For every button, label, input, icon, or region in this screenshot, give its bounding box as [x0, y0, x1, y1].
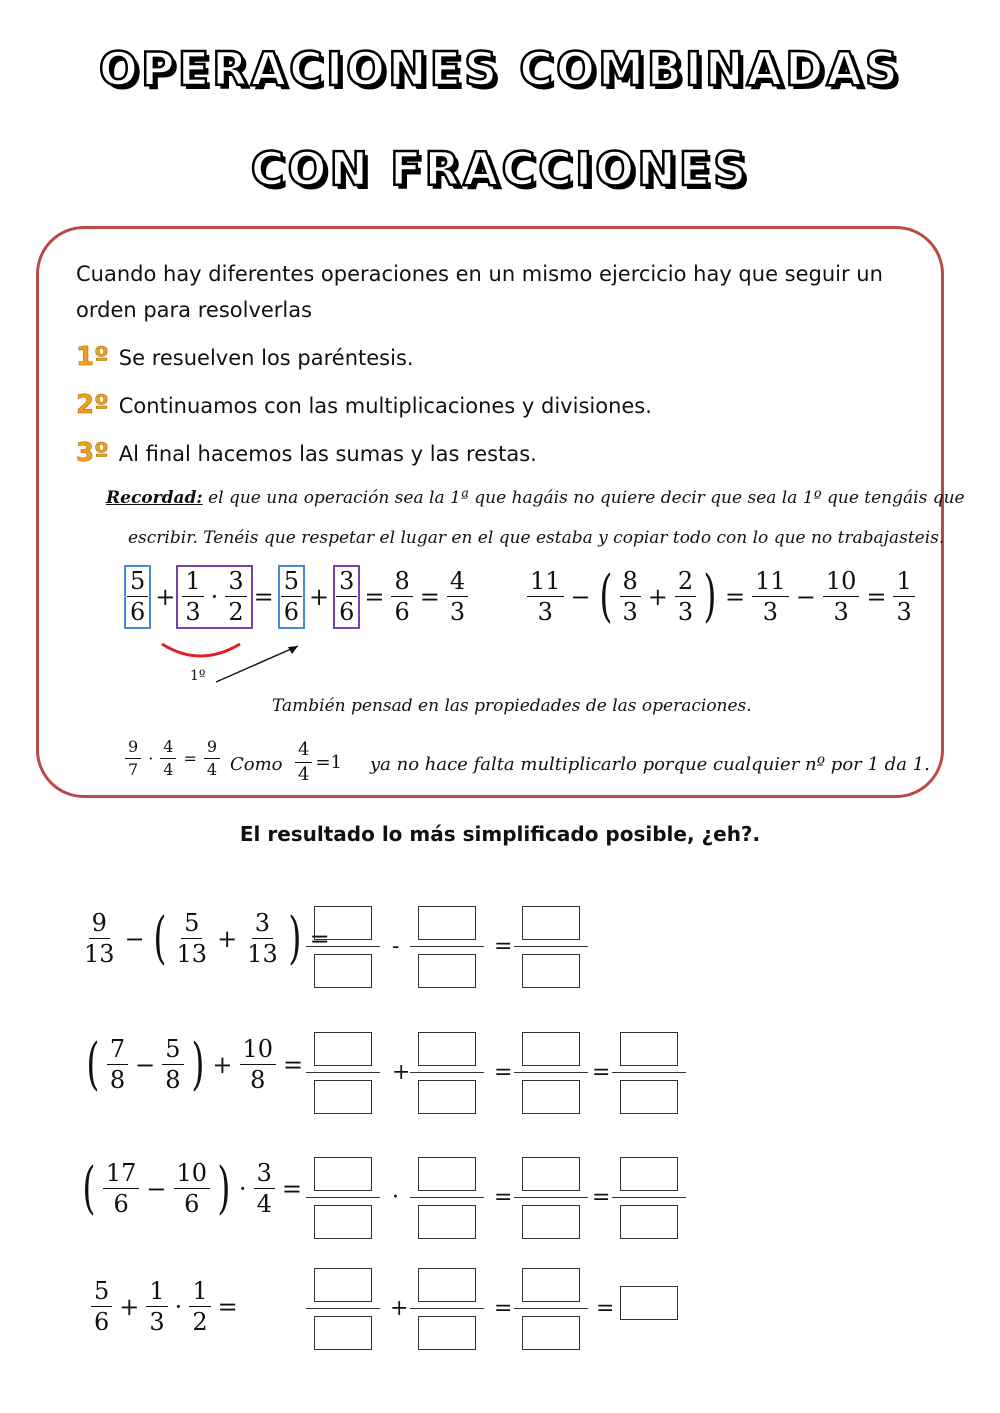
denominator: 4: [206, 759, 218, 779]
fraction: [174, 1160, 211, 1218]
numerator: 3: [225, 568, 246, 597]
rule-2: [76, 390, 652, 420]
answer-numerator-box[interactable]: [620, 1157, 678, 1191]
numerator: 9: [89, 910, 110, 939]
numerator: 4: [295, 740, 312, 763]
answer-numerator-box[interactable]: [314, 1032, 372, 1066]
fraction: [204, 738, 220, 778]
numerator: 17: [103, 1160, 140, 1189]
numerator: 11: [527, 568, 564, 597]
parenthesis: (: [599, 563, 613, 629]
answer-denominator-box[interactable]: [418, 1316, 476, 1350]
rule-text: Continuamos con las multiplicaciones y divisiones.: [118, 394, 652, 418]
fraction: [447, 568, 468, 626]
denominator: 3: [537, 598, 553, 627]
fraction: [125, 738, 141, 778]
numerator: 5: [181, 910, 202, 939]
operator: +: [308, 582, 330, 611]
answer-denominator-box[interactable]: [314, 1316, 372, 1350]
answer-numerator-box[interactable]: [620, 1032, 678, 1066]
exercise-3: [78, 1155, 306, 1221]
operator: +: [217, 924, 238, 953]
fraction-bar: [410, 1197, 484, 1198]
operator: =: [592, 1185, 611, 1210]
fraction: [295, 740, 312, 785]
numerator: 1: [182, 568, 203, 597]
numerator: 4: [160, 738, 176, 759]
fraction-bar: [410, 946, 484, 947]
fraction: [225, 568, 246, 626]
remember-line-2: escribir. Tenéis que respetar el lugar en el que estaba y copiar todo con lo que no trabajasteis.: [128, 528, 945, 548]
exercise-4: [88, 1278, 242, 1336]
operator: ·: [210, 582, 219, 611]
fraction-bar: [514, 946, 588, 947]
operator: ·: [238, 1174, 247, 1203]
denominator: 3: [896, 598, 912, 627]
denominator: 3: [833, 598, 849, 627]
denominator: 3: [677, 598, 694, 627]
fraction: [103, 1160, 140, 1218]
example-1: [124, 568, 471, 626]
operator: ·: [174, 1292, 183, 1321]
parenthesis: ): [703, 563, 717, 629]
operator: −: [570, 582, 591, 611]
fraction: [244, 910, 281, 968]
operator: =: [596, 1296, 615, 1321]
operator: +: [119, 1292, 140, 1321]
intro-line-2: orden para resolverlas: [76, 298, 313, 322]
numerator: 8: [620, 568, 641, 597]
fraction: [254, 1160, 275, 1218]
denominator: 6: [184, 1190, 200, 1219]
numerator: 10: [240, 1036, 277, 1065]
operator: =: [283, 1050, 304, 1079]
operator: =: [494, 934, 513, 959]
title-line-1: OPERACIONES COMBINADAS: [98, 42, 902, 96]
numerator: 10: [823, 568, 860, 597]
operator: =: [253, 582, 274, 611]
denominator: 3: [149, 1308, 165, 1337]
como-explanation: ya no hace falta multiplicarlo porque cualquier nº por 1 da 1.: [370, 754, 930, 775]
parenthesis: ): [217, 1155, 231, 1221]
fraction-bar: [514, 1197, 588, 1198]
answer-denominator-box[interactable]: [314, 954, 372, 988]
remember-text-1: el que una operación sea la 1ª que hagáis no quiere decir que sea la 1º que tengáis que: [208, 488, 965, 508]
fraction: [127, 568, 148, 626]
denominator: 2: [228, 598, 244, 627]
fraction-bar: [514, 1308, 588, 1309]
numerator: 10: [174, 1160, 211, 1189]
example-3: [122, 738, 223, 778]
numerator: 1: [189, 1278, 210, 1307]
operator: +: [155, 582, 176, 611]
fraction-bar: [306, 1197, 380, 1198]
operator: +: [212, 1050, 233, 1079]
fraction: [162, 1036, 183, 1094]
denominator: 4: [298, 763, 310, 785]
numerator: 3: [336, 568, 357, 597]
unit-fraction: $\frac{4}{4}$ =1: [292, 740, 342, 785]
parenthesis: (: [86, 1031, 100, 1097]
numerator: 5: [281, 568, 302, 597]
answer-denominator-box[interactable]: [522, 1205, 580, 1239]
properties-note: También pensad en las propiedades de las operaciones.: [272, 696, 752, 716]
denominator: 3: [449, 598, 466, 627]
answer-numerator-box[interactable]: [522, 1032, 580, 1066]
denominator: 6: [94, 1308, 110, 1337]
operator: +: [647, 582, 668, 611]
answer-numerator-box[interactable]: [418, 906, 476, 940]
answer-numerator-box[interactable]: [418, 1157, 476, 1191]
answer-denominator-box[interactable]: [314, 1205, 372, 1239]
answer-numerator-box[interactable]: [314, 1268, 372, 1302]
rule-number: 3º: [76, 438, 109, 468]
rule-number: 1º: [76, 342, 109, 372]
numerator: 5: [91, 1278, 112, 1307]
fraction: [189, 1278, 210, 1336]
operator: =: [183, 748, 197, 768]
intro-line-1: Cuando hay diferentes operaciones en un mismo ejercicio hay que seguir un: [76, 262, 883, 286]
operator: =: [309, 924, 330, 953]
como-label: Como: [230, 754, 283, 775]
numerator: 3: [252, 910, 273, 939]
remember-label: Recordad:: [106, 488, 203, 508]
fraction-bar: [612, 1072, 686, 1073]
fraction-bar: [306, 946, 380, 947]
operator: −: [795, 582, 816, 611]
fraction: [91, 1278, 112, 1336]
denominator: 4: [256, 1190, 272, 1219]
answer-final-box[interactable]: [620, 1286, 678, 1320]
numerator: 2: [675, 568, 696, 597]
denominator: 2: [192, 1308, 208, 1337]
fraction: [160, 738, 176, 778]
fraction: [527, 568, 564, 626]
exercise-2: [82, 1031, 307, 1097]
operator: =: [217, 1292, 238, 1321]
denominator: 13: [247, 940, 278, 969]
rule-text: Se resuelven los paréntesis.: [118, 346, 414, 370]
answer-numerator-box[interactable]: [522, 906, 580, 940]
numerator: 1: [146, 1278, 167, 1307]
denominator: 8: [109, 1066, 126, 1095]
answer-numerator-box[interactable]: [314, 906, 372, 940]
denominator: 8: [250, 1066, 266, 1095]
operator: =: [364, 582, 385, 611]
numerator: 8: [391, 568, 412, 597]
denominator: 13: [176, 940, 208, 969]
operator: +: [392, 1060, 411, 1085]
answer-numerator-box[interactable]: [314, 1157, 372, 1191]
operator: ·: [392, 1185, 399, 1210]
operator: -: [392, 934, 400, 959]
operator: −: [146, 1174, 167, 1203]
fraction: [823, 568, 860, 626]
fraction: [174, 910, 211, 968]
fraction: [81, 910, 118, 968]
numerator: 9: [125, 738, 141, 759]
denominator: 4: [163, 759, 174, 779]
denominator: 6: [394, 598, 410, 627]
operator: =: [592, 1060, 611, 1085]
fraction-bar: [410, 1072, 484, 1073]
fraction: [675, 568, 696, 626]
answer-numerator-box[interactable]: [418, 1032, 476, 1066]
parenthesis: (: [82, 1155, 96, 1221]
answer-denominator-box[interactable]: [522, 954, 580, 988]
highlighted-product: [179, 568, 249, 626]
answer-denominator-box[interactable]: [620, 1080, 678, 1114]
operator: =: [419, 582, 440, 611]
answer-numerator-box[interactable]: [522, 1268, 580, 1302]
fraction: [281, 568, 302, 626]
fraction-bar: [514, 1072, 588, 1073]
fraction: [391, 568, 412, 626]
parenthesis: ): [288, 905, 302, 971]
operator: =: [725, 582, 746, 611]
numerator: 3: [254, 1160, 275, 1189]
denominator: 6: [130, 598, 146, 627]
numerator: 4: [447, 568, 468, 597]
numerator: 11: [752, 568, 789, 597]
answer-denominator-box[interactable]: [314, 1080, 372, 1114]
parenthesis: (: [153, 905, 167, 971]
answer-denominator-box[interactable]: [418, 1080, 476, 1114]
fraction: [107, 1036, 128, 1094]
rule-3: [76, 438, 537, 468]
fraction: [620, 568, 641, 626]
fraction: [240, 1036, 277, 1094]
example-2: [524, 563, 918, 629]
operator: =: [494, 1296, 513, 1321]
denominator: 6: [113, 1190, 129, 1219]
denominator: 3: [622, 598, 638, 627]
operator: −: [124, 924, 145, 953]
answer-denominator-box[interactable]: [522, 1316, 580, 1350]
fraction: [336, 568, 357, 626]
numerator: 5: [162, 1036, 183, 1065]
numerator: 5: [127, 568, 148, 597]
operator: =: [866, 582, 887, 611]
denominator: 8: [165, 1066, 181, 1095]
operator: ·: [148, 748, 154, 768]
denominator: 6: [283, 598, 299, 627]
rule-1: [76, 342, 414, 372]
rule-number: 2º: [76, 390, 109, 420]
operator: =: [494, 1185, 513, 1210]
operator: −: [135, 1050, 156, 1079]
fraction: [893, 568, 914, 626]
numerator: 9: [204, 738, 220, 759]
exercise-1: [78, 905, 334, 971]
answer-denominator-box[interactable]: [522, 1080, 580, 1114]
fraction-bar: [410, 1308, 484, 1309]
fraction: [182, 568, 203, 626]
operator: =: [494, 1060, 513, 1085]
denominator: 3: [762, 598, 779, 627]
denominator: 7: [128, 759, 139, 779]
fraction-bar: [306, 1308, 380, 1309]
denominator: 13: [84, 940, 115, 969]
fraction-bar: [306, 1072, 380, 1073]
step-mark: 1º: [190, 668, 206, 684]
operator: +: [390, 1296, 409, 1321]
simplify-note: El resultado lo más simplificado posible, ¿eh?.: [239, 822, 761, 846]
rule-text: Al final hacemos las sumas y las restas.: [118, 442, 537, 466]
title-line-2: CON FRACCIONES: [250, 142, 750, 196]
answer-numerator-box[interactable]: [522, 1157, 580, 1191]
fraction: [752, 568, 789, 626]
parenthesis: ): [190, 1031, 205, 1097]
fraction: [146, 1278, 167, 1336]
fraction-bar: [612, 1197, 686, 1198]
answer-numerator-box[interactable]: [418, 1268, 476, 1302]
denominator: 6: [339, 598, 355, 627]
remember-line-1: [106, 488, 965, 508]
numerator: 7: [107, 1036, 128, 1065]
denominator: 3: [185, 598, 201, 627]
answer-denominator-box[interactable]: [418, 954, 476, 988]
answer-denominator-box[interactable]: [418, 1205, 476, 1239]
numerator: 1: [893, 568, 914, 597]
operator: =: [281, 1174, 302, 1203]
example-arrow: [150, 636, 320, 688]
answer-denominator-box[interactable]: [620, 1205, 678, 1239]
